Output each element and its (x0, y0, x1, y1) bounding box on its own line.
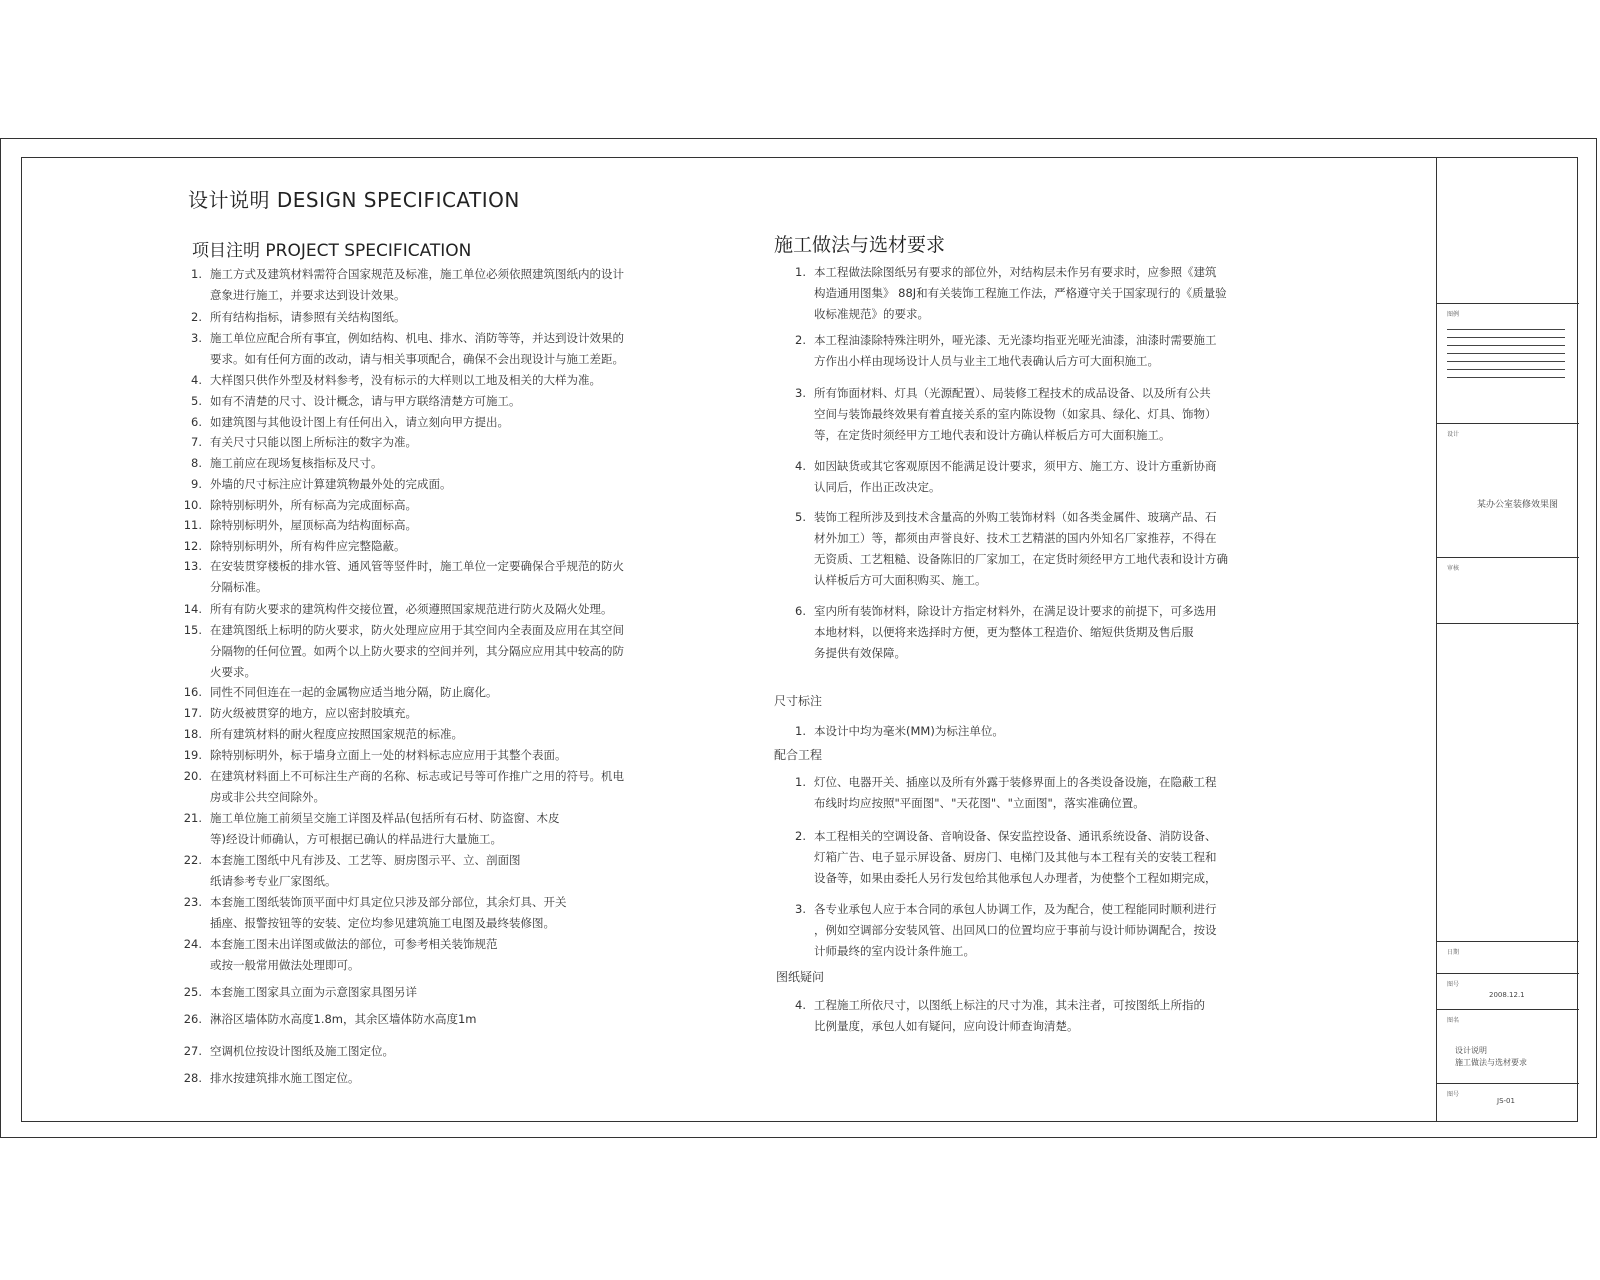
reviewer-label: 审核 (1447, 565, 1460, 572)
drawing-name-2: 施工做法与选材要求 (1455, 1058, 1527, 1067)
title-block-divider (1437, 623, 1579, 624)
item-number: 3. (795, 902, 806, 916)
legend-line (1447, 369, 1565, 370)
item-number: 18. (183, 727, 202, 741)
item-text: 所有结构指标，请参照有关结构图纸。 (210, 310, 406, 324)
item-number: 15. (183, 623, 202, 637)
item-text: 室内所有装饰材料，除设计方指定材料外，在满足设计要求的前提下，可多选用 本地材料，以便将来选择时方便，更为整体工程造价、缩短供货期及售后服 务提供有效保障。 (814, 604, 1217, 660)
item-number: 5. (795, 510, 806, 524)
item-number: 20. (183, 769, 202, 783)
item-text: 如有不清楚的尺寸、设计概念，请与甲方联络清楚方可施工。 (210, 394, 521, 408)
title-block-divider (1437, 423, 1579, 424)
item-text: 外墙的尺寸标注应计算建筑物最外处的完成面。 (210, 477, 452, 491)
legend-line (1447, 345, 1565, 346)
item-number: 24. (183, 937, 202, 951)
item-text: 本设计中均为毫米(MM)为标注单位。 (814, 724, 1004, 738)
item-text: 所有建筑材料的耐火程度应按照国家规范的标准。 (210, 727, 463, 741)
item-number: 2. (795, 829, 806, 843)
item-text: 施工前应在现场复核指标及尺寸。 (210, 456, 383, 470)
item-text: 本套施工图纸装饰顶平面中灯具定位只涉及部分部位，其余灯具、开关 插座、报警按钮等的安装、定位均参见建筑施工电图及最终装修图。 (210, 895, 567, 930)
item-text: 空调机位按设计图纸及施工图定位。 (210, 1044, 394, 1058)
item-text: 除特别标明外，屋顶标高为结构面标高。 (210, 518, 417, 532)
item-number: 21. (183, 811, 202, 825)
drawing-name-label: 图名 (1447, 1017, 1460, 1024)
item-number: 5. (191, 394, 202, 408)
item-text: 除特别标明外，所有标高为完成面标高。 (210, 498, 417, 512)
legend-line (1447, 353, 1565, 354)
item-number: 6. (795, 604, 806, 618)
item-text: 装饰工程所涉及到技术含量高的外购工装饰材料（如各类金属件、玻璃产品、石 材外加工）等，都须由声誉良好、技术工艺精湛的国内外知名厂家推荐，不得在 无资质、工艺粗糙、设备陈旧的厂家加工，在定货时须经甲方工地代表和设计方确 认样板后方可大面积购买、施工。 (814, 510, 1228, 587)
item-text: 大样图只供作外型及材料参考，没有标示的大样则以工地及相关的大样为准。 (210, 373, 601, 387)
item-text: 有关尺寸只能以图上所标注的数字为准。 (210, 435, 417, 449)
item-text: 如因缺货或其它客观原因不能满足设计要求，须甲方、施工方、设计方重新协商 认同后，作出正改决定。 (814, 459, 1217, 494)
legend-line (1447, 337, 1565, 338)
item-number: 26. (183, 1012, 202, 1026)
item-text: 本套施工图未出详图或做法的部位，可参考相关装饰规范 或按一般常用做法处理即可。 (210, 937, 498, 972)
item-text: 本套施工图纸中凡有涉及、工艺等、厨房图示平、立、剖面图 纸请参考专业厂家图纸。 (210, 853, 521, 888)
designer-label: 设计 (1447, 431, 1460, 438)
item-number: 28. (183, 1071, 202, 1085)
item-number: 1. (795, 265, 806, 279)
item-number: 1. (191, 267, 202, 281)
item-text: 淋浴区墙体防水高度1.8m，其余区墙体防水高度1m (210, 1012, 477, 1026)
construction-heading: 施工做法与选材要求 (774, 234, 946, 256)
item-number: 8. (191, 456, 202, 470)
title-block-divider (1437, 973, 1579, 974)
item-number: 10. (183, 498, 202, 512)
item-number: 11. (183, 518, 202, 532)
item-number: 25. (183, 985, 202, 999)
item-number: 7. (191, 435, 202, 449)
item-number: 19. (183, 748, 202, 762)
legend-line (1447, 377, 1565, 378)
item-text: 工程施工所依尺寸，以图纸上标注的尺寸为准，其未注者，可按图纸上所指的 比例量度，承包人如有疑问，应向设计师查询清楚。 (814, 998, 1205, 1033)
title-block (1436, 157, 1578, 1122)
item-text: 灯位、电器开关、插座以及所有外露于装修界面上的各类设备设施，在隐蔽工程 布线时均应按照"平面图"、"天花图"、"立面图"，落实准确位置。 (814, 775, 1217, 810)
item-text: 所有有防火要求的建筑构件交接位置，必须遵照国家规范进行防火及隔火处理。 (210, 602, 613, 616)
item-number: 3. (191, 331, 202, 345)
project-spec-heading: 项目注明 PROJECT SPECIFICATION (192, 241, 472, 261)
item-text: 除特别标明外，所有构件应完整隐蔽。 (210, 539, 406, 553)
item-text: 本套施工图家具立面为示意图家具图另详 (210, 985, 417, 999)
item-number: 17. (183, 706, 202, 720)
item-number: 3. (795, 386, 806, 400)
legend-line (1447, 329, 1565, 330)
item-number: 4. (795, 459, 806, 473)
item-number: 23. (183, 895, 202, 909)
item-number: 12. (183, 539, 202, 553)
drawing-queries-heading: 图纸疑问 (776, 970, 825, 984)
item-text: 除特别标明外，标于墙身立面上一处的材料标志应应用于其整个表面。 (210, 748, 567, 762)
item-text: 施工方式及建筑材料需符合国家规范及标准，施工单位必须依照建筑图纸内的设计 意象进行施工，并要求达到设计效果。 (210, 267, 624, 302)
item-text: 施工单位施工前须呈交施工详图及样品(包括所有石材、防盗窗、木皮 等)经设计师确认，方可根据已确认的样品进行大量施工。 (210, 811, 560, 846)
number-label: 图号 (1447, 981, 1460, 988)
title-block-divider (1437, 1083, 1579, 1084)
item-text: 本工程油漆除特殊注明外，哑光漆、无光漆均指亚光哑光油漆，油漆时需要施工 方作出小样由现场设计人员与业主工地代表确认后方可大面积施工。 (814, 333, 1217, 368)
sheet-number: JS-01 (1497, 1097, 1515, 1105)
item-text: 在建筑图纸上标明的防火要求，防火处理应应用于其空间内全表面及应用在其空间 分隔物的任何位置。如两个以上防火要求的空间并列，其分隔应应用其中较高的防 火要求。 (210, 623, 624, 679)
item-text: 防火级被贯穿的地方，应以密封胶填充。 (210, 706, 417, 720)
item-text: 各专业承包人应于本合同的承包人协调工作，及为配合，使工程能同时顺利进行 ，例如空调部分安装风管、出回风口的位置均应于事前与设计师协调配合，按设 计师最终的室内设计条件施工。 (814, 902, 1217, 958)
item-number: 6. (191, 415, 202, 429)
title-block-divider (1437, 303, 1579, 304)
item-number: 27. (183, 1044, 202, 1058)
item-text: 所有饰面材料、灯具（光源配置）、局装修工程技术的成品设备、以及所有公共 空间与装饰最终效果有着直接关系的室内陈设物（如家具、绿化、灯具、饰物） 等，在定货时须经甲方工地代表和设计方确认样板后方可大面积施工。 (814, 386, 1217, 442)
item-number: 22. (183, 853, 202, 867)
item-text: 如建筑图与其他设计图上有任何出入，请立刻向甲方提出。 (210, 415, 509, 429)
item-number: 2. (795, 333, 806, 347)
item-number: 16. (183, 685, 202, 699)
date-value: 2008.12.1 (1489, 991, 1525, 999)
item-text: 同性不同但连在一起的金属物应适当地分隔，防止腐化。 (210, 685, 498, 699)
item-number: 13. (183, 559, 202, 573)
item-number: 1. (795, 724, 806, 738)
sheet-number-label: 图号 (1447, 1091, 1460, 1098)
title-block-divider (1437, 557, 1579, 558)
item-text: 在建筑材料面上不可标注生产商的名称、标志或记号等可作推广之用的符号。机电 房或非公共空间除外。 (210, 769, 624, 804)
legend-label: 图例 (1447, 311, 1460, 318)
item-number: 4. (795, 998, 806, 1012)
title-block-divider (1437, 941, 1579, 942)
item-number: 2. (191, 310, 202, 324)
item-text: 排水按建筑排水施工图定位。 (210, 1071, 360, 1085)
item-text: 施工单位应配合所有事宜，例如结构、机电、排水、消防等等，并达到设计效果的 要求。如有任何方面的改动，请与相关事项配合，确保不会出现设计与施工差距。 (210, 331, 624, 366)
item-number: 4. (191, 373, 202, 387)
document-title: 设计说明 DESIGN SPECIFICATION (188, 188, 520, 212)
legend-line (1447, 361, 1565, 362)
item-number: 14. (183, 602, 202, 616)
title-block-divider (1437, 1009, 1579, 1010)
item-number: 1. (795, 775, 806, 789)
drawing-name-1: 设计说明 (1455, 1046, 1487, 1055)
item-text: 本工程相关的空调设备、音响设备、保安监控设备、通讯系统设备、消防设备、 灯箱广告、电子显示屏设备、厨房门、电梯门及其他与本工程有关的安装工程和 设备等，如果由委托人另行发包给其他承包人办理者，为使整个工程如期完成， (814, 829, 1217, 885)
item-text: 本工程做法除图纸另有要求的部位外，对结构层未作另有要求时，应参照《建筑 构造通用图集》 88J和有关装饰工程施工作法，严格遵守关于国家现行的《质量验 收标准规范》的要求。 (814, 265, 1227, 321)
item-text: 在安装贯穿楼板的排水管、通风管等竖件时，施工单位一定要确保合乎规范的防火 分隔标准。 (210, 559, 624, 594)
coordination-heading: 配合工程 (774, 748, 823, 762)
project-name: 某办公室装修效果图 (1477, 500, 1559, 510)
item-number: 9. (191, 477, 202, 491)
date-label: 日期 (1447, 949, 1460, 956)
dimension-heading: 尺寸标注 (774, 694, 823, 708)
